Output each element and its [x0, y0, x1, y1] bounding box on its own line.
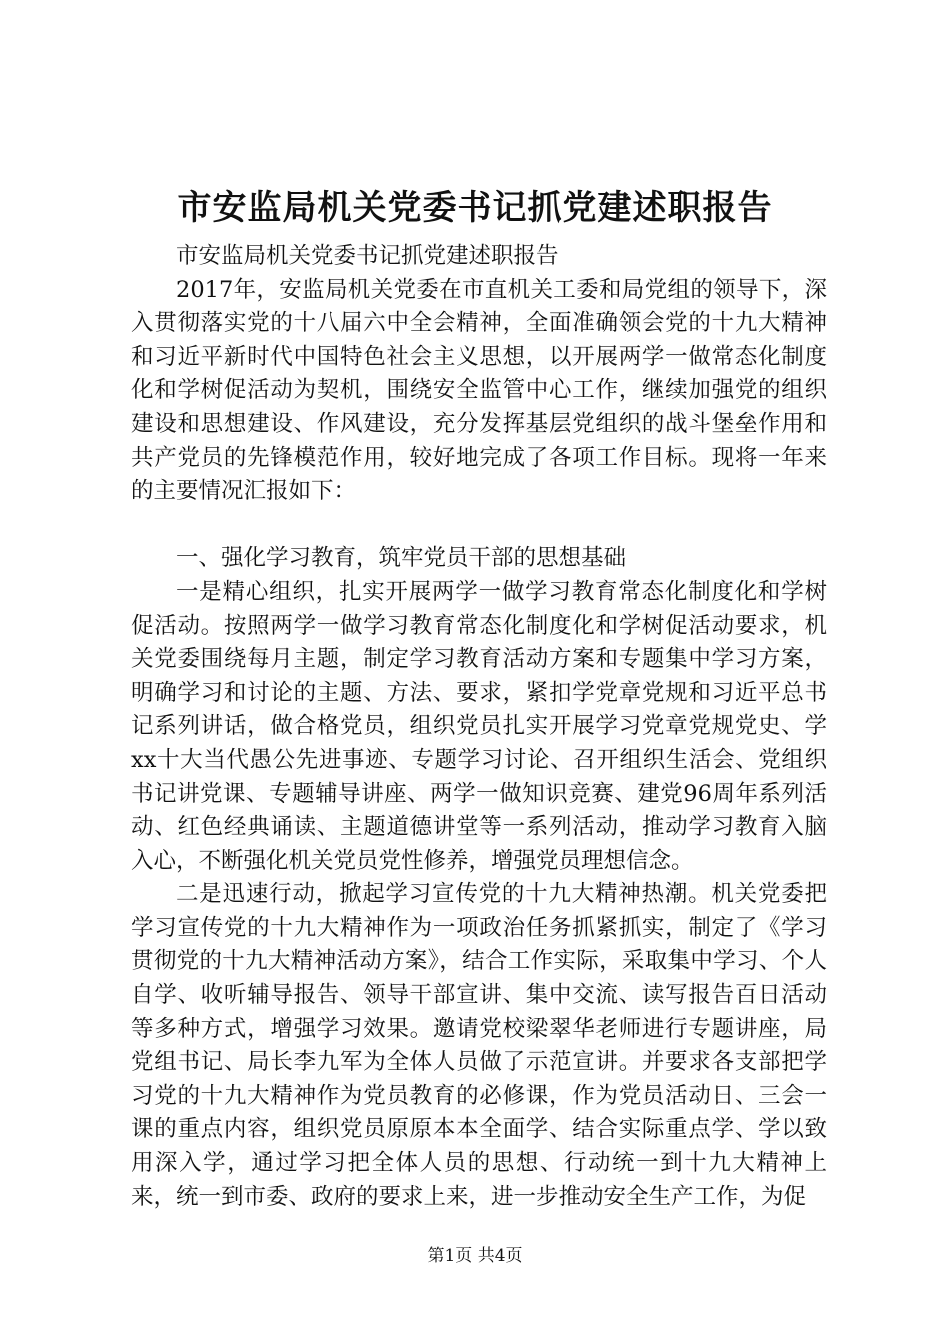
document-body [131, 240, 827, 1214]
paragraph-point-1: 一是精心组织，扎实开展两学一做学习教育常态化制度化和学树促活动。按照两学一做学习教育常态化制度化和学树促活动要求，机关党委围绕每月主题，制定学习教育活动方案和专题集中学习方案，明确学习和讨论的主题、方法、要求，紧扣学党章党规和习近平总书记系列讲话，做合格党员，组织党员扎实开展学习党章党规党史、学xx十大当代愚公先进事迹、专题学习讨论、召开组织生活会、党组织书记讲党课、专题辅导讲座、两学一做知识竞赛、建党96周年系列活动、红色经典诵读、主题道德讲堂等一系列活动，推动学习教育入脑入心，不断强化机关党员党性修养，增强党员理想信念。 [131, 578, 827, 874]
page-footer: 第1页 共4页 [427, 1246, 523, 1266]
section-heading-1: 一、强化学习教育，筑牢党员干部的思想基础 [176, 545, 627, 572]
document-subtitle: 市安监局机关党委书记抓党建述职报告 [176, 243, 559, 269]
paragraph-point-2: 二是迅速行动，掀起学习宣传党的十九大精神热潮。机关党委把学习宣传党的十九大精神作为一项政治任务抓紧抓实，制定了《学习贯彻党的十九大精神活动方案》，结合工作实际，采取集中学习、个人自学、收听辅导报告、领导干部宣讲、集中交流、读写报告百日活动等多种方式，增强学习效果。邀请党校梁翠华老师进行专题讲座，局党组书记、局长李九军为全体人员做了示范宣讲。并要求各支部把学习党的十九大精神作为党员教育的必修课，作为党员活动日、三会一课的重点内容，组织党员原原本本全面学、结合实际重点学、学以致用深入学，通过学习把全体人员的思想、行动统一到十九大精神上来，统一到市委、政府的要求上来，进一步推动安全生产工作，为促 [131, 881, 827, 1210]
intro-paragraph: 2017年，安监局机关党委在市直机关工委和局党组的领导下，深入贯彻落实党的十八届六中全会精神，全面准确领会党的十九大精神和习近平新时代中国特色社会主义思想，以开展两学一做常态化制度化和学树促活动为契机，围绕安全监管中心工作，继续加强党的组织建设和思想建设、作风建设，充分发挥基层党组织的战斗堡垒作用和共产党员的先锋模范作用，较好地完成了各项工作目标。现将一年来的主要情况汇报如下： [131, 276, 827, 505]
document-title: 市安监局机关党委书记抓党建述职报告 [177, 188, 773, 228]
